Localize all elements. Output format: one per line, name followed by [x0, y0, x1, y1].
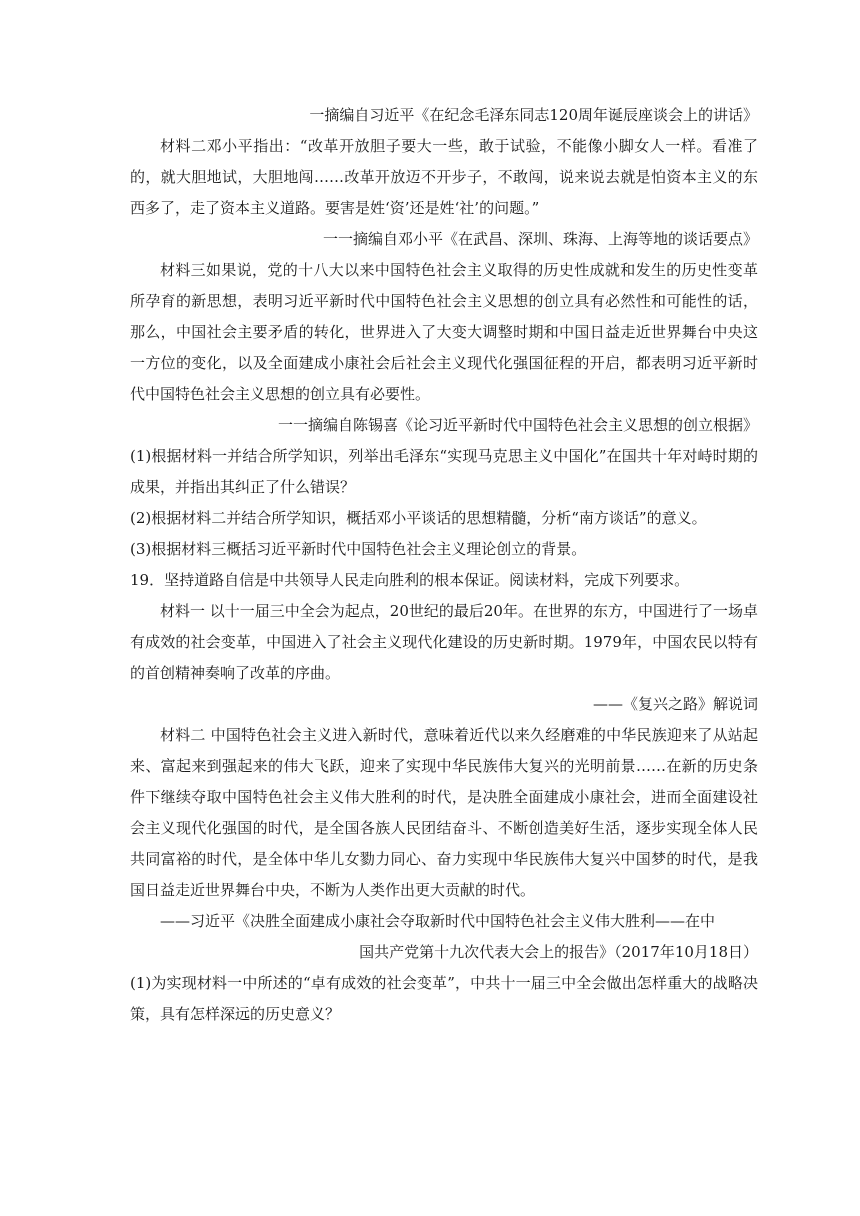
question-19-source-2-line2: 国共产党第十九次代表大会上的报告》（2017年10月18日） [359, 943, 758, 961]
question-19-stem: 19．坚持道路自信是中共领导人民走向胜利的根本保证。阅读材料，完成下列要求。 [130, 571, 690, 589]
material-3-paragraph: 材料三如果说，党的十八大以来中国特色社会主义取得的历史性成就和发生的历史性变革所孕育的新思想，表明习近平新时代中国特色社会主义思想的创立具有必然性和可能性的话，那么，中国社会主要矛盾的转化，世界进入了大变大调整时期和中国日益走近世界舞台中央这一方位的变化，以及全面建成小康社会后社会主义现代化强国征程的开启，都表明习近平新时代中国特色社会主义思想的创立具有必要性。 [130, 261, 758, 403]
question-19-source-2 [130, 906, 758, 968]
question-19-source-1: ——《复兴之路》解说词 [592, 695, 758, 713]
question-19-material-2: 材料二 中国特色社会主义进入新时代，意味着近代以来久经磨难的中华民族迎来了从站起来、富起来到强起来的伟大飞跃，迎来了实现中华民族伟大复兴的光明前景……在新的历史条件下继续夺取中国特色社会主义伟大胜利的时代，是决胜全面建成小康社会，进而全面建设社会主义现代化强国的时代，是全国各族人民团结奋斗、不断创造美好生活，逐步实现全体人民共同富裕的时代，是全体中华儿女勠力同心、奋力实现中华民族伟大复兴中国梦的时代，是我国日益走近世界舞台中央，不断为人类作出更大贡献的时代。 [130, 726, 758, 899]
document-page [130, 100, 758, 1030]
question-19-material-1: 材料一 以十一届三中全会为起点，20世纪的最后20年。在世界的东方，中国进行了一场卓有成效的社会变革，中国进入了社会主义现代化建设的历史新时期。1979年，中国农民以特有的首创精神奏响了改革的序曲。 [130, 602, 758, 682]
question-18-part-2: (2)根据材料二并结合所学知识，概括邓小平谈话的思想精髓，分析“南方谈话”的意义。 [130, 509, 707, 527]
source-citation-2: 一一摘编自邓小平《在武昌、深圳、珠海、上海等地的谈话要点》 [322, 230, 758, 248]
material-2-paragraph: 材料二邓小平指出：“改革开放胆子要大一些，敢于试验，不能像小脚女人一样。看准了的，就大胆地试，大胆地闯……改革开放迈不开步子，不敢闯，说来说去就是怕资本主义的东西多了，走了资本主义道路。要害是姓‘资’还是姓‘社’的问题。” [130, 137, 758, 217]
question-18-part-3: (3)根据材料三概括习近平新时代中国特色社会主义理论创立的背景。 [130, 540, 587, 558]
source-citation-1: 一摘编自习近平《在纪念毛泽东同志120周年诞辰座谈会上的讲话》 [309, 106, 758, 124]
question-19-part-1: (1)为实现材料一中所述的“卓有成效的社会变革”，中共十一届三中全会做出怎样重大的战略决策，具有怎样深远的历史意义？ [130, 974, 758, 1023]
question-19-source-2-line1: ——习近平《决胜全面建成小康社会夺取新时代中国特色社会主义伟大胜利——在中 [160, 912, 716, 930]
question-18-part-1: (1)根据材料一并结合所学知识，列举出毛泽东“实现马克思主义中国化”在国共十年对峙时期的成果，并指出其纠正了什么错误？ [130, 447, 758, 496]
source-citation-3: 一一摘编自陈锡喜《论习近平新时代中国特色社会主义思想的创立根据》 [277, 416, 758, 434]
